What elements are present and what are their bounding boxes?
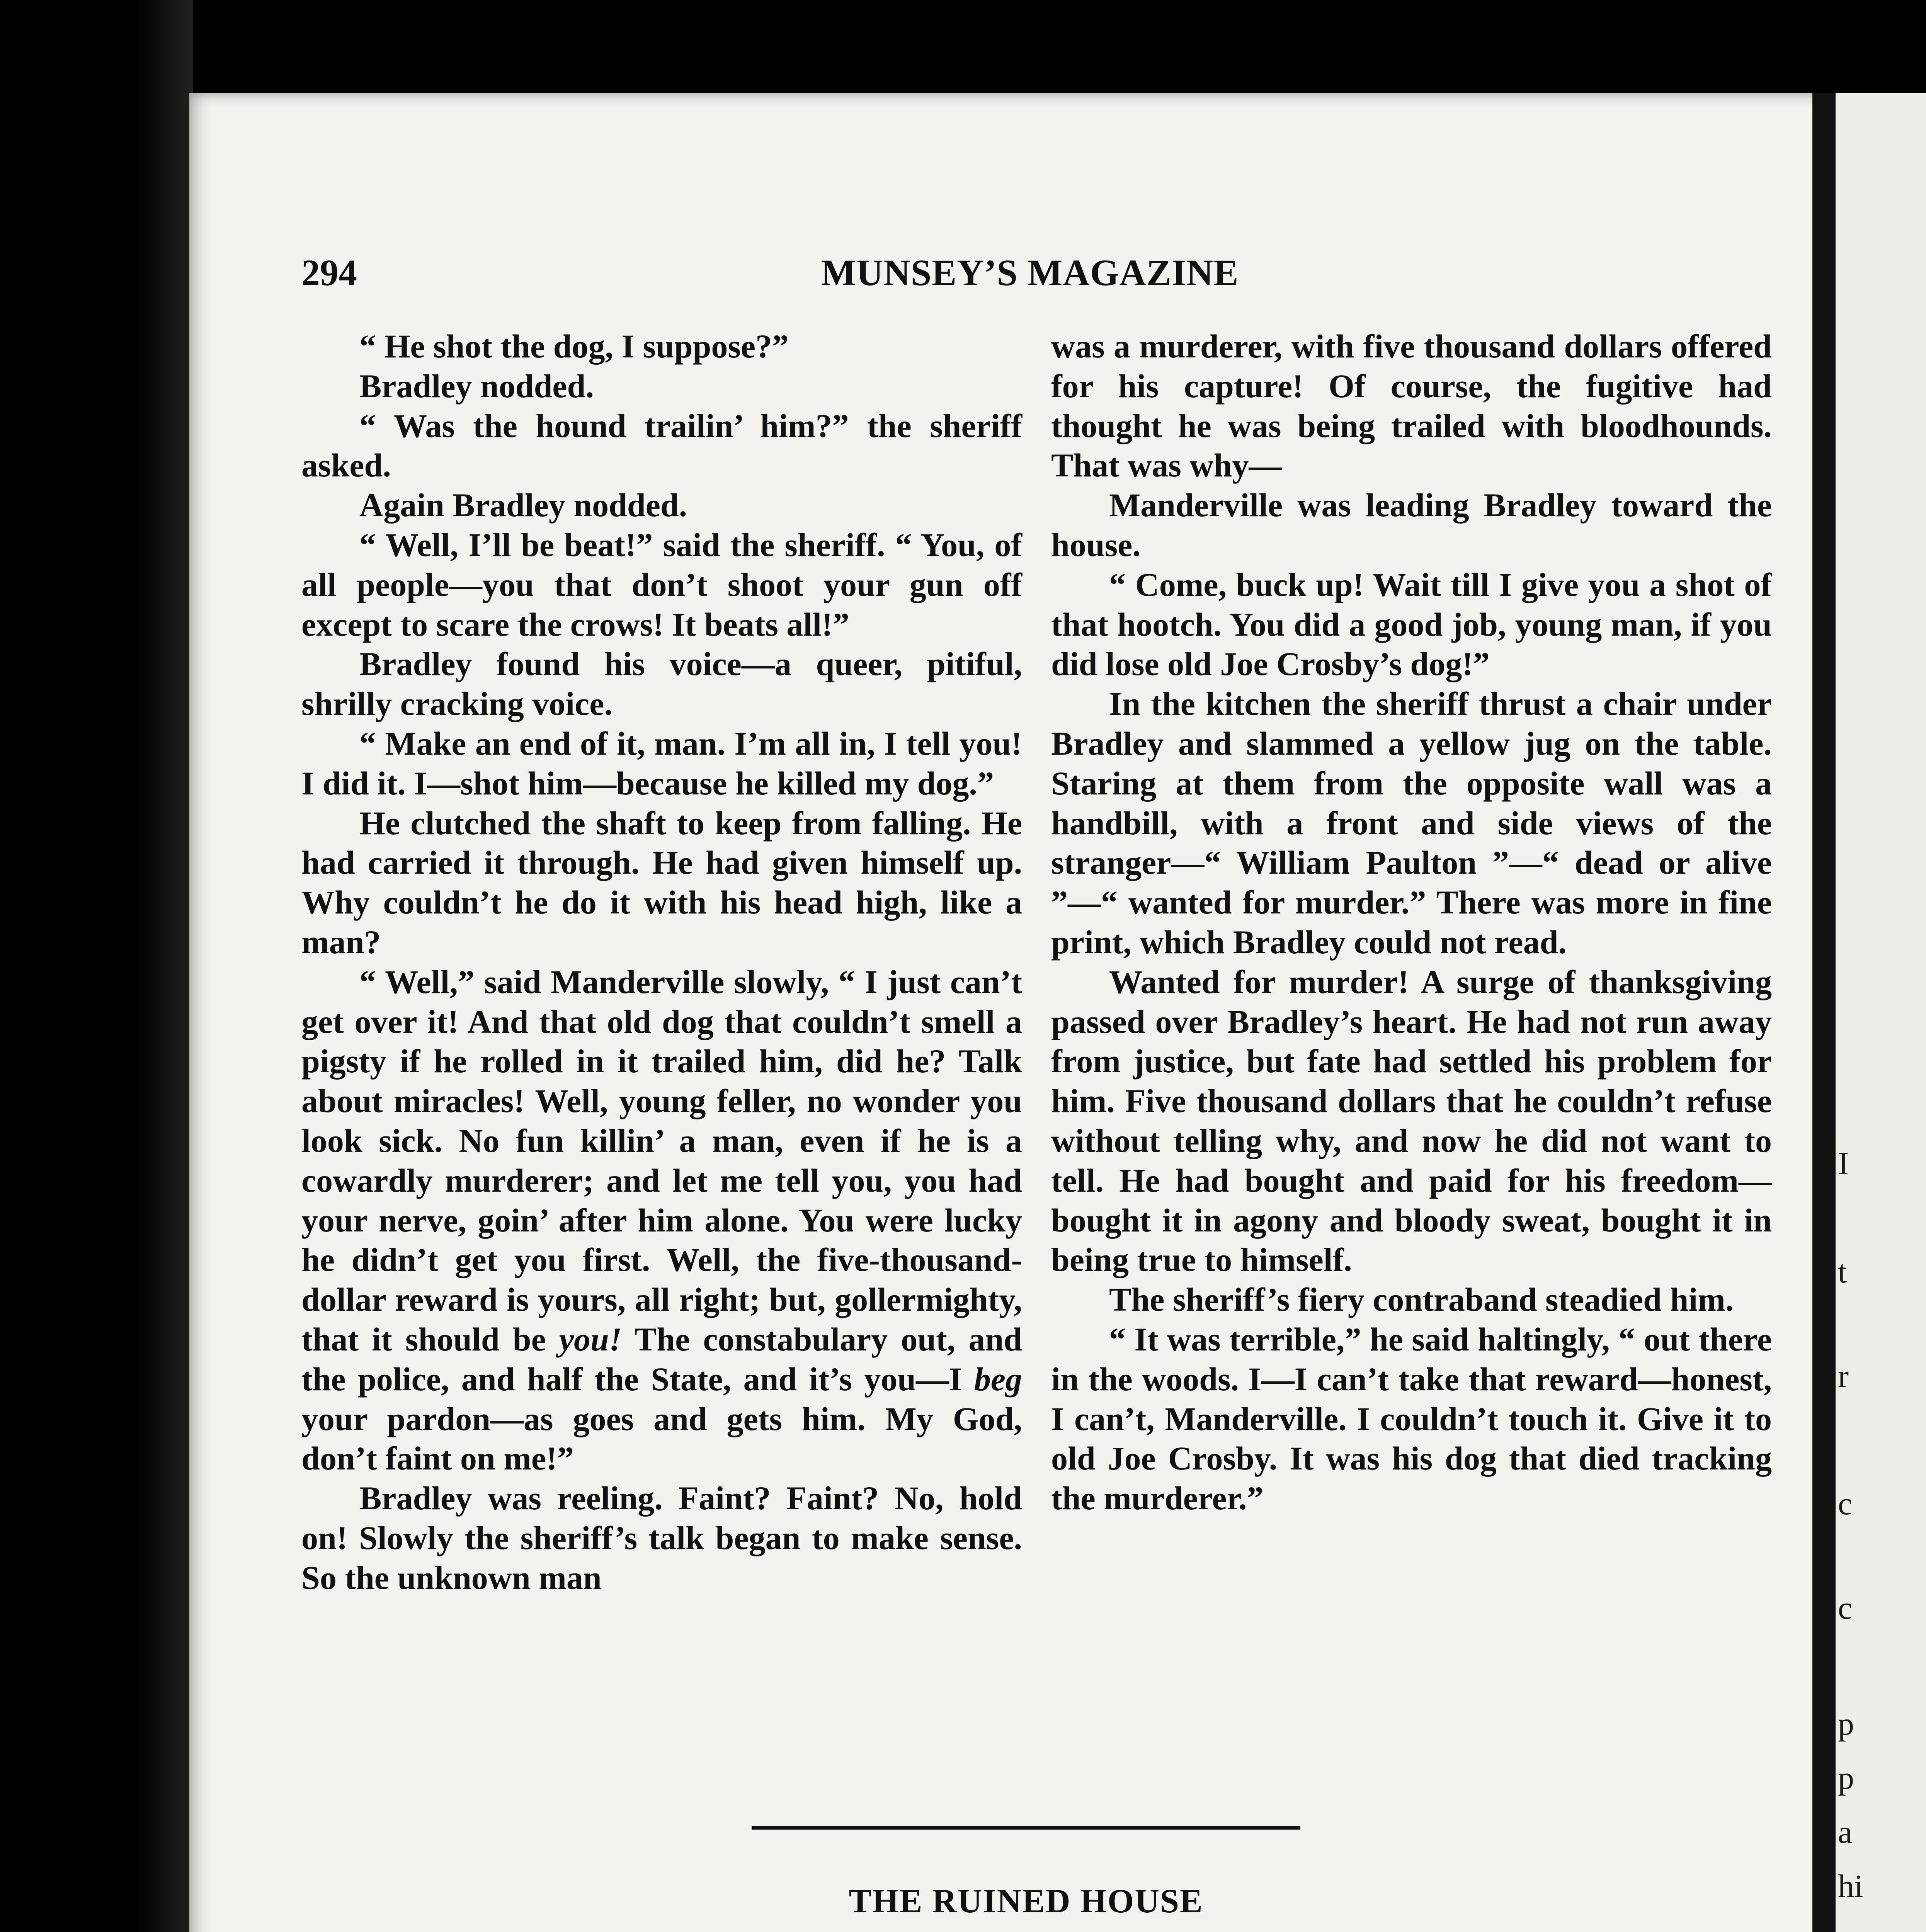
paragraph-text: your pardon—as goes and gets him. My God, don’t faint on me!” <box>301 1400 1022 1477</box>
adjacent-page-edge <box>1836 93 1926 1932</box>
paragraph-text: Again Bradley nodded. <box>359 486 687 524</box>
emphasis: you! <box>559 1320 622 1358</box>
paragraph <box>1051 684 1772 962</box>
paragraph <box>301 525 1022 644</box>
paragraph-text: “ Make an end of it, man. I’m all in, I tell you! I did it. I—shot him—because he killed my dog.” <box>301 724 1022 802</box>
paragraph <box>1051 1280 1772 1320</box>
adjacent-page-fragment: r <box>1838 1358 1849 1394</box>
adjacent-page-fragment: p <box>1838 1706 1854 1742</box>
paragraph-text: In the kitchen the sheriff thrust a chair under Bradley and slammed a yellow jug on the table. Staring at them from the opposite wall was a handbill, with a front and side views of the stranger—“ William Paulton ”—“ dead or alive ”—“ wanted for murder.” There was more in fine print, which Bradley could not read. <box>1051 685 1772 961</box>
adjacent-page-fragment: hi <box>1838 1868 1863 1904</box>
paragraph-text: Bradley nodded. <box>359 367 594 405</box>
paragraph-text: Bradley found his voice—a queer, pitiful, shrilly cracking voice. <box>301 645 1022 723</box>
paragraph <box>301 962 1022 1478</box>
scan-border <box>0 0 193 1932</box>
section-divider <box>752 1826 1300 1830</box>
paragraph-text: “ Come, buck up! Wait till I give you a shot of that hootch. You did a good job, young man, if you did lose old Joe Crosby’s dog!” <box>1051 566 1772 683</box>
book-spine <box>1812 93 1836 1932</box>
paragraph <box>1051 962 1772 1280</box>
paragraph-text: The constabulary out, and the police, and half the State, and it’s you—I <box>301 1320 1023 1398</box>
paragraph <box>1051 565 1772 684</box>
paragraph-text: Bradley was reeling. Faint? Faint? No, hold on! Slowly the sheriff’s talk began to make sense. So the unknown man <box>301 1480 1022 1596</box>
emphasis: beg <box>974 1360 1023 1398</box>
paragraph <box>301 1478 1022 1597</box>
paragraph-text: “ It was terrible,” he said haltingly, “ out there in the woods. I—I can’t take that reward—honest, I can’t, Manderville. I couldn’t touch it. Give it to old Joe Crosby. It was his dog that died tracking the murderer.” <box>1051 1320 1772 1517</box>
page-number: 294 <box>301 252 357 293</box>
paragraph-text: “ Well, I’ll be beat!” said the sheriff. “ You, of all people—you that don’t shoot your gun off except to scare the crows! It beats all!” <box>301 526 1022 643</box>
paragraph-text: was a murderer, with five thousand dollars offered for his capture! Of course, the fugitive had thought he was being trailed with bloodhounds. That was why— <box>1051 328 1772 484</box>
adjacent-page-fragment: p <box>1838 1760 1854 1796</box>
paragraph <box>301 366 1022 406</box>
adjacent-page-fragment: I <box>1838 1146 1849 1182</box>
paragraph <box>1051 327 1772 485</box>
paragraph-text: Wanted for murder! A surge of thanksgiving passed over Bradley’s heart. He had not run away from justice, but fate had settled his problem for him. Five thousand dollars that he couldn’t refuse without telling why, and now he did not want to tell. He had bought and paid for his freedom—bought it in agony and bloody sweat, bought it in being true to himself. <box>1051 963 1772 1279</box>
paragraph-text: The sheriff’s fiery contraband steadied him. <box>1109 1281 1734 1318</box>
adjacent-page-fragment: c <box>1838 1590 1853 1626</box>
paragraph <box>1051 1320 1772 1518</box>
story-column-right <box>1051 327 1772 1518</box>
adjacent-page-fragment: t <box>1838 1254 1847 1290</box>
paragraph-text: Manderville was leading Bradley toward the house. <box>1051 486 1772 563</box>
running-head <box>301 251 1758 298</box>
adjacent-page-fragment: a <box>1838 1814 1853 1850</box>
paragraph <box>301 327 1022 366</box>
paragraph-text: “ He shot the dog, I suppose?” <box>359 328 789 365</box>
paragraph <box>301 724 1022 803</box>
paragraph <box>301 485 1022 525</box>
paragraph-text: He clutched the shaft to keep from falling. He had carried it through. He had given himself up. Why couldn’t he do it with his head high, like a man? <box>301 804 1022 961</box>
paragraph-text: “ Was the hound trailin’ him?” the sheriff asked. <box>301 407 1022 484</box>
magazine-title: MUNSEY’S MAGAZINE <box>821 252 1239 293</box>
paragraph <box>301 406 1022 486</box>
paragraph-text: “ Well,” said Manderville slowly, “ I just can’t get over it! And that old dog that couldn’t smell a pigsty if he rolled in it trailed him, did he? Talk about miracles! Well, young feller, no wonder you look sick. No fun killin’ a man, even if he is a cowardly murderer; and let me tell you, you had your nerve, goin’ after him alone. You were lucky he didn’t get you first. Well, the five-thousand-dollar reward is yours, all right; but, gollermighty, that it should be <box>301 963 1022 1358</box>
paragraph <box>301 644 1022 724</box>
paragraph <box>301 803 1022 962</box>
paragraph <box>1051 485 1772 565</box>
adjacent-page-fragment: c <box>1838 1486 1853 1522</box>
poem-title: THE RUINED HOUSE <box>849 1883 1203 1920</box>
story-column-left <box>301 327 1022 1598</box>
